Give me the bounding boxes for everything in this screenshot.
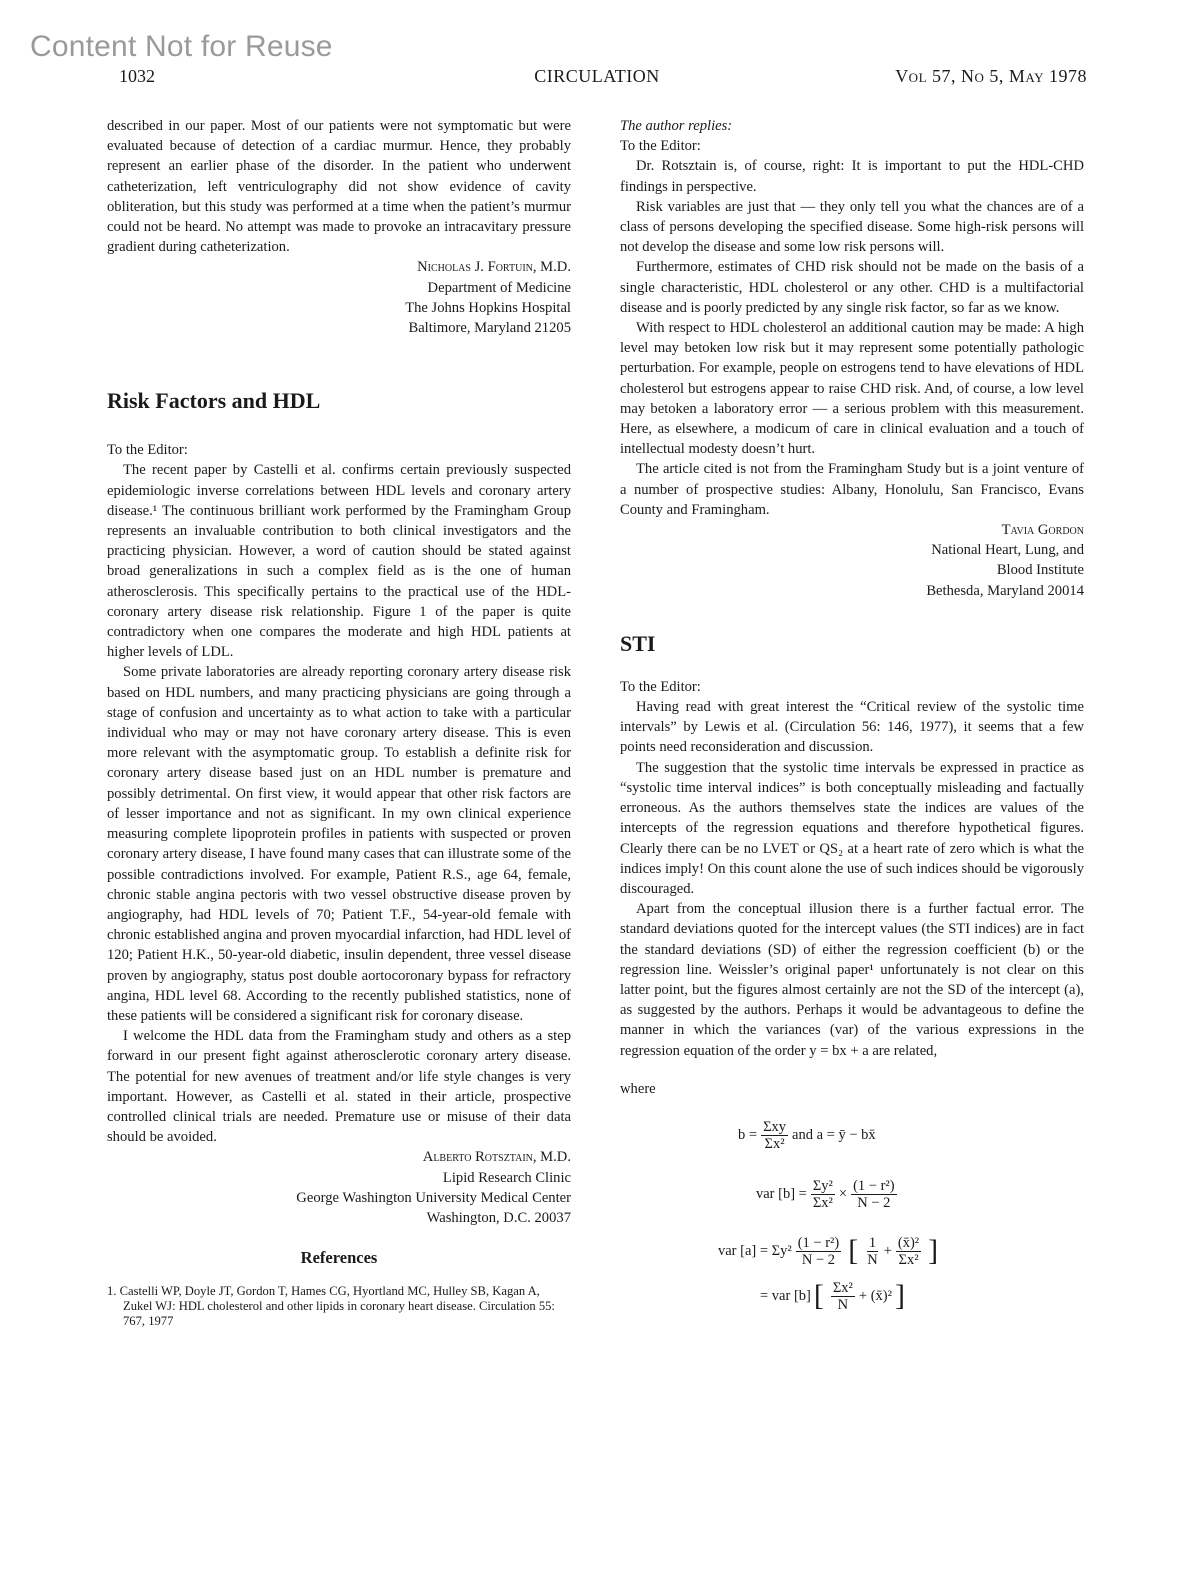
signature-name: Tavia Gordon <box>1001 522 1084 539</box>
denominator: N − 2 <box>801 1251 836 1268</box>
equations <box>620 1119 1084 1313</box>
fraction <box>865 1235 879 1268</box>
fraction <box>896 1235 921 1268</box>
page-header <box>107 66 1087 88</box>
numerator: Σy² <box>812 1177 833 1194</box>
eq-text: + (x̄)² <box>858 1288 892 1305</box>
signature-line: The Johns Hopkins Hospital <box>405 299 571 316</box>
signature-name: Alberto Rotsztain, M.D. <box>422 1149 571 1166</box>
letter-paragraph: The recent paper by Castelli et al. confirms certain previously suspected epidemiologic inverse correlations between HDL levels and coronary artery disease.¹ The continuous brilliant work performed by the Framingham Group represents an invaluable contribution to both clinical investigators and the practicing physician. However, a word of caution should be stated against broad generalizations in such a complex field as is the one of human atherosclerosis. This specifically pertains to the practical use of the HDL-coronary artery disease risk relationship. Figure 1 of the paper is quite contradictory when one compares the moderate and high HDL patients at higher levels of LDL. <box>107 462 571 661</box>
denominator: N <box>867 1251 878 1268</box>
section-heading-sti: STI <box>620 630 656 656</box>
signature-line: Baltimore, Maryland 21205 <box>408 320 571 337</box>
fraction <box>761 1119 788 1152</box>
signature-line: Blood Institute <box>996 562 1084 579</box>
signature-line: Bethesda, Maryland 20014 <box>926 582 1084 599</box>
signature-name: Nicholas J. Fortuin, M.D. <box>417 259 571 276</box>
where-label: where <box>620 1080 656 1097</box>
numerator: Σxy <box>763 1118 787 1135</box>
signature-line: Washington, D.C. 20037 <box>426 1209 571 1226</box>
reply-paragraph: Furthermore, estimates of CHD risk should not be made on the basis of a single characteristic, HDL cholesterol or any other. CHD is a multifactorial disease and is poorly predicted by any single risk factor, so far as we know. <box>620 259 1084 316</box>
reference-item: 1. Castelli WP, Doyle JT, Gordon T, Hames CG, Hyortland MC, Hulley SB, Kagan A, Zukel WJ: HDL cholesterol and other lipids in coronary heart disease. Circulation 55: 767, 1977 <box>107 1284 555 1328</box>
equation-var-a <box>718 1235 1084 1268</box>
numerator: (x̄)² <box>897 1234 920 1251</box>
salutation: To the Editor: <box>107 442 188 459</box>
denominator: N <box>837 1296 849 1313</box>
fraction <box>831 1280 855 1313</box>
reply-paragraph: Risk variables are just that — they only tell you what the chances are of a class of persons developing the specified disease. Some high-risk persons will not develop the disease and some low risk persons will. <box>620 198 1084 256</box>
letter-paragraph: Apart from the conceptual illusion there is a further factual error. The standard deviations quoted for the intercept values (the STI indices) are in fact the standard deviations (SD) of either the regression coefficient (b) or the regression line. Weissler’s original paper¹ unfortunately is not clear on this latter point, but the figures almost certainly are not the SD of the intercept (a), as suggested by the authors. Perhaps it would be advantageous to define the manner in which the variances (var) of the various expressions in the regression equation of the order y = bx + a are related, <box>620 901 1084 1059</box>
eq-text: var [b] = <box>756 1186 807 1203</box>
references-list <box>107 1284 571 1328</box>
reply-paragraph: Dr. Rotsztain is, of course, right: It is important to put the HDL-CHD findings in perspective. <box>620 158 1084 195</box>
numerator: (1 − r²) <box>797 1234 840 1251</box>
signature-gordon <box>620 520 1084 601</box>
eq-text: and a = ȳ − bx̄ <box>792 1127 876 1144</box>
salutation: To the Editor: <box>620 678 701 695</box>
reply-label: The author replies: <box>620 118 733 134</box>
eq-text: var [a] = Σy² <box>718 1243 792 1260</box>
numerator: Σx² <box>832 1279 853 1296</box>
fraction <box>811 1178 835 1211</box>
bracket: ] <box>894 1279 905 1313</box>
right-column <box>620 116 1084 1313</box>
left-column <box>107 116 571 1329</box>
signature-line: Department of Medicine <box>427 279 571 296</box>
signature-fortuin <box>107 257 571 338</box>
eq-text: b = <box>738 1127 758 1144</box>
letter-paragraph: Having read with great interest the “Critical review of the systolic time intervals” by Lewis et al. (Circulation 56: 146, 1977), it seems that a few points need reconsideration and discussion. <box>620 699 1084 756</box>
eq-text: × <box>838 1186 848 1203</box>
letter-paragraph: The suggestion that the systolic time intervals be expressed in practice as “systolic time interval indices” is both conceptually misleading and factually erroneous. As the authors themselves state the indices are values of the intercepts of the regression equations and therefore hypothetical figures. Clearly there can be no LVET or QS₂ at a heart rate of zero which is what the indices imply! On this count alone the use of such indices should be vigorously discouraged. <box>620 759 1084 897</box>
signature-line: Lipid Research Clinic <box>442 1169 571 1186</box>
signature-line: National Heart, Lung, and <box>931 542 1084 559</box>
letter-paragraph: I welcome the HDL data from the Framingham study and others as a step forward in our present fight against atherosclerotic coronary artery disease. The potential for new avenues of treatment and/or life style changes is very important. However, as Castelli et al. stated in their article, prospective controlled clinical trials are needed. Premature use or misuse of their data should be avoided. <box>107 1028 571 1146</box>
equation-b <box>738 1119 1084 1152</box>
reply-paragraph: With respect to HDL cholesterol an additional caution may be made: A high level may betoken low risk but it may represent some potentially pathologic perturbation. For example, people on estrogens tend to have elevations of HDL cholesterol but estrogens appear to raise CHD risk. And, of course, a low level may betoken a laboratory error — a serious problem with this measurement. Here, as elsewhere, a modicum of care in clinical evaluation and a touch of intellectual modesty doesn’t hurt. <box>620 320 1084 458</box>
signature-rotsztain <box>107 1147 571 1228</box>
bracket: [ <box>848 1234 859 1268</box>
page-number: 1032 <box>119 66 155 86</box>
fraction <box>796 1235 842 1268</box>
bracket: ] <box>928 1234 939 1268</box>
denominator: Σx² <box>812 1194 833 1211</box>
watermark: Content Not for Reuse <box>30 30 333 63</box>
fraction <box>851 1178 897 1211</box>
salutation: To the Editor: <box>620 138 701 155</box>
issue-info: Vol 57, No 5, May 1978 <box>895 66 1087 86</box>
numerator: (1 − r²) <box>853 1177 895 1194</box>
denominator: Σx² <box>898 1251 919 1268</box>
journal-title: CIRCULATION <box>534 66 660 86</box>
section-heading-risk-factors: Risk Factors and HDL <box>107 388 321 414</box>
eq-text: = var [b] <box>760 1288 811 1305</box>
signature-line: George Washington University Medical Center <box>296 1189 571 1206</box>
letter-paragraph: Some private laboratories are already reporting coronary artery disease risk based on HDL numbers, and many practicing physicians are going through a stage of confusion and uncertainty as to what action to take with a particular individual who may or may not have coronary artery disease. This is even more relevant with the asymptomatic group. To establish a definite risk for coronary artery disease based just on an HDL number is premature and possibly detrimental. On first view, it would appear that other risk factors are of lesser importance and not as significant. In my own clinical experience measuring complete lipoprotein profiles in patients with suspected or proven coronary artery disease, I have found many cases that can illustrate some of the possible contradictions involved. For example, Patient R.S., age 64, female, chronic stable angina pectoris with two vessel obstructive disease proven by angiography, had HDL levels of 70; Patient T.F., 54-year-old female with chronic established angina and proven myocardial infarction, had HDL level of 120; Patient H.K., 50-year-old diabetic, insulin dependent, three vessel disease proven by angiography, status post double aortocoronary bypass for refractory angina, HDL level 68. According to the recently published statistics, none of these patients will be considered a significant risk for coronary disease. <box>107 664 571 1024</box>
reply-paragraph: The article cited is not from the Framingham Study but is a joint venture of a number of prospective studies: Albany, Honolulu, San Francisco, Evans County and Framingham. <box>620 461 1084 518</box>
denominator: N − 2 <box>857 1194 891 1211</box>
equation-var-b <box>756 1178 1084 1211</box>
equation-var-a-2 <box>760 1280 1084 1313</box>
bracket: [ <box>813 1279 824 1313</box>
denominator: Σx² <box>764 1135 785 1152</box>
numerator: 1 <box>868 1234 877 1251</box>
references-heading: References <box>300 1248 378 1268</box>
intro-paragraph: described in our paper. Most of our patients were not symptomatic but were evaluated because of detection of a cardiac murmur. Hence, they probably represent an earlier phase of the disorder. In the patient who underwent catheterization, left ventriculography did not show evidence of cavity obliteration, but this study was performed at a time when the patient’s murmur could not be heard. No attempt was made to provoke an intracavitary pressure gradient during catheterization. <box>107 118 571 256</box>
eq-text: + <box>883 1243 892 1260</box>
